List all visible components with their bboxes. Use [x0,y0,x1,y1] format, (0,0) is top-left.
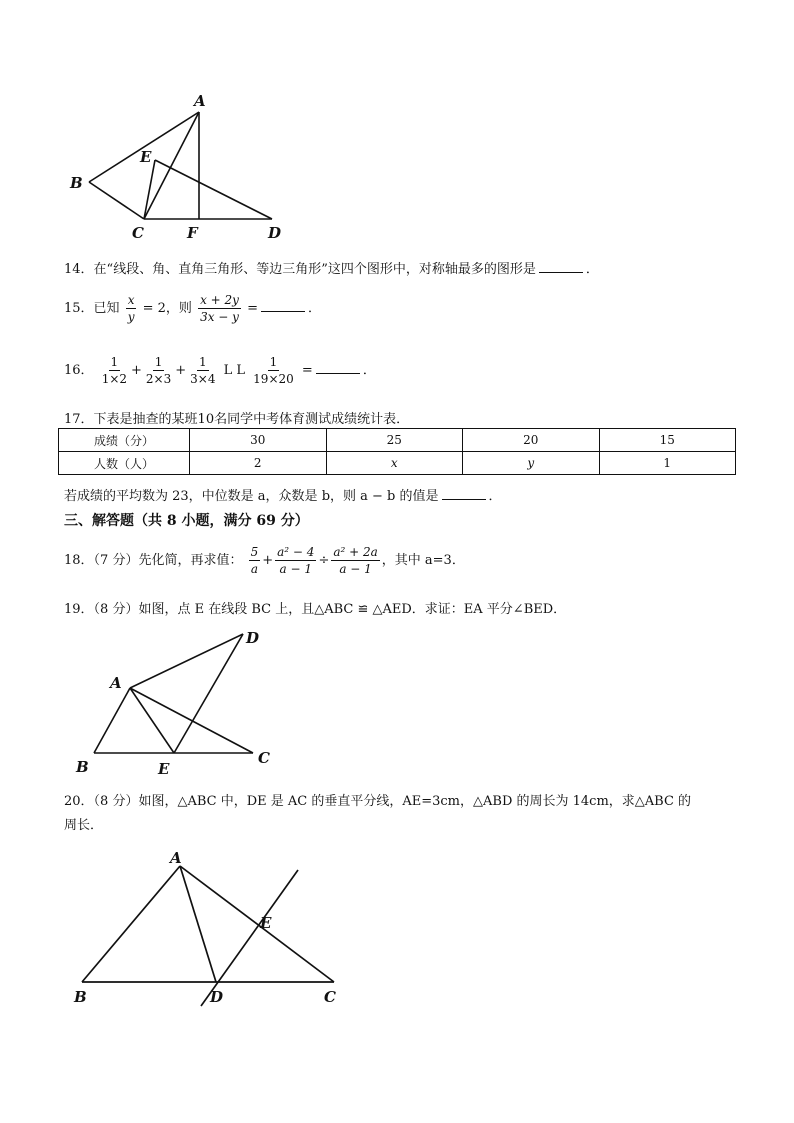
label-B: B [74,988,87,1006]
table-cell: 15 [599,429,736,452]
q19-number: 19． [64,602,94,617]
question-14 [64,258,599,277]
question-16 [64,354,376,387]
label-E: E [158,760,170,778]
q17-answer-blank[interactable] [442,487,486,500]
q17-question-text: 若成绩的平均数为 23，中位数是 a，众数是 b，则 a − b 的值是 [64,489,439,504]
q17-number: 17． [64,412,94,427]
question-19 [64,598,566,617]
q14-number: 14． [64,262,94,277]
q16-term-1: $\frac{1}{1\times 2}$ [101,355,128,386]
q16-end: ． [362,363,376,378]
plus-sign: + [262,553,274,568]
label-C: C [132,224,144,242]
q15-number: 15． [64,301,94,316]
q15-condition: = 2，则 [142,301,192,316]
q18-number: 18． [64,553,94,568]
q18-fraction-2: $\frac{\text{a² − 4}}{a - 1}$ [277,545,315,576]
q19-text: （8 分）如图，点 E 在线段 BC 上，且△ABC ≌ △AED．求证：EA 平分∠BED． [93,602,567,617]
label-B: B [76,758,89,776]
q20-number: 20． [64,794,94,809]
q15-fraction-1: $\frac{x}{y}$ [127,293,135,324]
label-D: D [210,988,224,1006]
q15-answer-blank[interactable] [261,299,305,312]
table-row [59,452,736,475]
label-D: D [246,629,260,647]
q14-answer-blank[interactable] [539,260,583,273]
q18-fraction-3: $\frac{\text{a² + 2a}}{a - 1}$ [333,545,378,576]
label-A: A [110,674,122,692]
table-cell: 2 [190,452,327,475]
q15-prefix: 已知 [93,301,120,316]
table-cell: 1 [599,452,736,475]
q16-term-last: $\frac{1}{19\times 20}$ [253,355,294,386]
q14-end: ． [585,262,599,277]
q16-number: 16． [64,363,94,378]
q16-answer-blank[interactable] [316,361,360,374]
label-B: B [70,174,83,192]
table-cell: 成绩（分） [59,429,190,452]
table-cell: y [463,452,600,475]
plus-sign: + [131,363,142,378]
table-cell: 人数（人） [59,452,190,475]
label-E: E [260,914,272,932]
label-A: A [170,849,182,867]
figure-q20 [66,846,356,1011]
label-D: D [268,224,282,242]
divide-sign: ÷ [318,553,330,568]
plus-sign: + [175,363,187,378]
table-cell: 25 [326,429,463,452]
q17-end: ． [488,489,502,504]
question-17 [64,408,409,427]
q20-text-line-1: （8 分）如图，△ABC 中，DE 是 AC 的垂直平分线，AE=3cm，△ABD 的周长为 14cm，求△ABC 的 [93,794,692,809]
q15-equals: = [247,301,258,316]
table-cell: x [326,452,463,475]
question-15 [64,292,321,325]
label-F: F [187,224,198,242]
table-cell: 30 [190,429,327,452]
question-20 [64,790,691,809]
question-20-line-2: 周长． [64,818,104,833]
label-A: A [194,92,206,110]
label-C: C [324,988,336,1006]
question-18 [64,544,465,577]
q17-question [64,485,502,504]
figure-q19 [70,626,290,781]
table-cell: 20 [463,429,600,452]
q18-text: （7 分）先化简，再求值： [93,553,243,568]
figure-q13 [62,92,292,242]
q16-equals: = [301,363,313,378]
q14-text: 在“线段、角、直角三角形、等边三角形”这四个图形中，对称轴最多的图形是 [93,262,536,277]
table-row [59,429,736,452]
q18-fraction-1: $\frac{5}{a}$ [250,545,259,576]
q17-text: 下表是抽查的某班10名同学中考体育测试成绩统计表． [93,412,410,427]
q16-ellipsis: L L [223,363,246,378]
q15-fraction-2: $\frac{x + 2y}{3x - y}$ [200,293,239,324]
section-heading: 三、解答题（共 8 小题，满分 69 分） [64,513,309,529]
score-table [58,428,736,475]
label-E: E [140,148,152,166]
q15-end: ． [307,301,321,316]
q16-term-2: $\frac{1}{2\times 3}$ [145,355,172,386]
q16-term-3: $\frac{1}{3\times 4}$ [190,355,216,386]
label-C: C [258,749,270,767]
q18-tail: ，其中 a=3． [381,553,465,568]
